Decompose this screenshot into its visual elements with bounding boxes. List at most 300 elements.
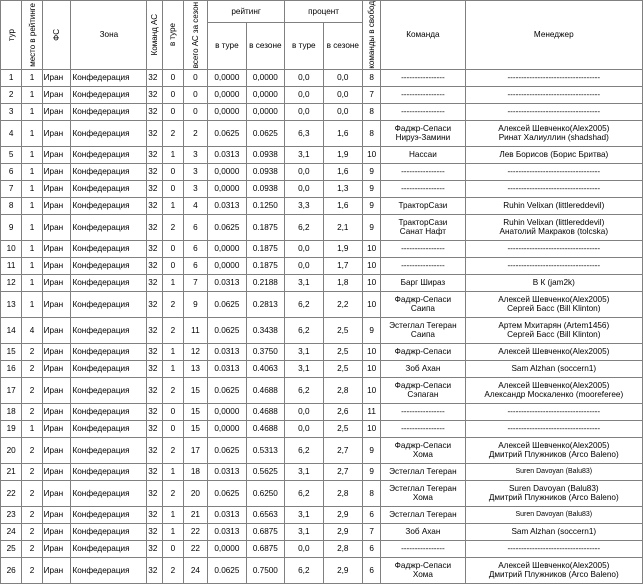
header-team: Команда [381, 1, 465, 70]
rating-tour-cell: 0,0000 [208, 163, 246, 180]
percent-tour-cell: 0,0 [285, 69, 323, 86]
tour-cell: 25 [1, 540, 22, 557]
manager-name: Дмитрий Плужников (Arco Baleno) [488, 450, 619, 460]
fs-cell: Иран [42, 163, 71, 180]
table-row [1, 540, 643, 557]
fs-cell: Иран [42, 120, 71, 146]
manager-cell [465, 86, 642, 103]
team-name: Хома [412, 450, 433, 460]
manager-name: Ruhin Velixan (littlereddevil) [503, 200, 605, 210]
total-cell: 9 [183, 291, 208, 317]
manager-cell [465, 523, 642, 540]
manager-cell [465, 120, 642, 146]
table-row [1, 523, 643, 540]
rating-tour-cell: 0,0000 [208, 69, 246, 86]
rating-season-cell: 0.3438 [246, 317, 284, 343]
percent-season-cell: 2,5 [323, 420, 363, 437]
team-name: ТракторСази [398, 217, 448, 227]
fs-cell: Иран [42, 360, 71, 377]
free-teams-cell: 8 [363, 103, 381, 120]
fs-cell: Иран [42, 420, 71, 437]
zone-cell: Конфедерация [71, 240, 147, 257]
rating-tour-cell: 0,0000 [208, 540, 246, 557]
percent-season-cell: 1,7 [323, 257, 363, 274]
manager-cell [465, 257, 642, 274]
total-cell: 11 [183, 317, 208, 343]
manager-cell [465, 317, 642, 343]
tour-cell: 7 [1, 180, 22, 197]
manager-cell [465, 557, 642, 583]
total-cell: 7 [183, 274, 208, 291]
place-cell: 1 [22, 103, 42, 120]
team-name: Фаджр-Сепаси [394, 123, 452, 133]
rating-tour-cell: 0.0313 [208, 343, 246, 360]
tour-cell: 9 [1, 214, 22, 240]
team-cell [381, 523, 465, 540]
rating-season-cell: 0.0625 [246, 120, 284, 146]
fs-cell: Иран [42, 480, 71, 506]
in-tour-cell: 1 [163, 343, 183, 360]
rating-season-cell: 0.2188 [246, 274, 284, 291]
manager-name: Suren Davoyan (Balu83) [515, 510, 593, 518]
manager-cell [465, 463, 642, 480]
tour-cell: 14 [1, 317, 22, 343]
manager-name: Лев Борисов (Борис Бритва) [499, 149, 609, 159]
team-name: Сэпаган [407, 390, 439, 400]
manager-cell [465, 274, 642, 291]
percent-season-cell: 2,9 [323, 506, 363, 523]
zone-cell: Конфедерация [71, 180, 147, 197]
manager-cell [465, 420, 642, 437]
teams-cell: 32 [147, 69, 163, 86]
manager-cell [465, 377, 642, 403]
manager-cell [465, 540, 642, 557]
zone-cell: Конфедерация [71, 557, 147, 583]
header-percent-tour: в туре [285, 23, 323, 69]
manager-cell [465, 214, 642, 240]
percent-season-cell: 2,7 [323, 463, 363, 480]
percent-tour-cell: 6,2 [285, 291, 323, 317]
fs-cell: Иран [42, 437, 71, 463]
team-name: Эстеглал Тегеран [389, 483, 457, 493]
rating-season-cell: 0.0938 [246, 146, 284, 163]
team-cell [381, 463, 465, 480]
rating-tour-cell: 0.0313 [208, 506, 246, 523]
fs-cell: Иран [42, 540, 71, 557]
percent-tour-cell: 3,3 [285, 197, 323, 214]
free-teams-cell: 10 [363, 257, 381, 274]
place-cell: 1 [22, 197, 42, 214]
team-name: ---------------- [401, 243, 445, 253]
place-cell: 2 [22, 343, 42, 360]
zone-cell: Конфедерация [71, 120, 147, 146]
tour-cell: 2 [1, 86, 22, 103]
manager-cell [465, 360, 642, 377]
percent-season-cell: 2,9 [323, 557, 363, 583]
percent-tour-cell: 3,1 [285, 146, 323, 163]
table-row [1, 214, 643, 240]
zone-cell: Конфедерация [71, 377, 147, 403]
manager-cell [465, 69, 642, 86]
place-cell: 1 [22, 163, 42, 180]
percent-tour-cell: 0,0 [285, 103, 323, 120]
team-cell [381, 274, 465, 291]
rating-season-cell: 0,0000 [246, 103, 284, 120]
table-row [1, 257, 643, 274]
rating-season-cell: 0.1875 [246, 214, 284, 240]
zone-cell: Конфедерация [71, 403, 147, 420]
free-teams-cell: 7 [363, 86, 381, 103]
percent-season-cell: 2,8 [323, 540, 363, 557]
zone-cell: Конфедерация [71, 257, 147, 274]
rating-season-cell: 0.3750 [246, 343, 284, 360]
tour-cell: 19 [1, 420, 22, 437]
table-row [1, 291, 643, 317]
team-cell [381, 437, 465, 463]
percent-tour-cell: 0,0 [285, 257, 323, 274]
total-cell: 0 [183, 103, 208, 120]
zone-cell: Конфедерация [71, 360, 147, 377]
in-tour-cell: 1 [163, 360, 183, 377]
fs-cell: Иран [42, 103, 71, 120]
header-teams-ac: Команд АС [147, 1, 163, 70]
percent-season-cell: 2,8 [323, 480, 363, 506]
zone-cell: Конфедерация [71, 343, 147, 360]
total-cell: 22 [183, 523, 208, 540]
total-cell: 15 [183, 403, 208, 420]
free-teams-cell: 6 [363, 540, 381, 557]
team-name: ---------------- [401, 406, 445, 416]
percent-season-cell: 1,6 [323, 120, 363, 146]
rating-tour-cell: 0,0000 [208, 180, 246, 197]
tour-cell: 26 [1, 557, 22, 583]
fs-cell: Иран [42, 257, 71, 274]
rating-tour-cell: 0.0625 [208, 480, 246, 506]
place-cell: 2 [22, 480, 42, 506]
manager-name: ---------------------------------- [507, 106, 601, 116]
free-teams-cell: 9 [363, 437, 381, 463]
manager-name: Алексей Шевченко(Alex2005) [498, 294, 610, 304]
teams-cell: 32 [147, 197, 163, 214]
manager-name: Сергей Басс (Bill Klinton) [507, 330, 601, 340]
rating-season-cell: 0.6875 [246, 523, 284, 540]
team-name: Фаджр-Сепаси [394, 560, 452, 570]
total-cell: 6 [183, 257, 208, 274]
team-cell [381, 86, 465, 103]
zone-cell: Конфедерация [71, 291, 147, 317]
rating-season-cell: 0.0938 [246, 163, 284, 180]
team-name: ---------------- [401, 423, 445, 433]
rating-tour-cell: 0,0000 [208, 257, 246, 274]
in-tour-cell: 0 [163, 420, 183, 437]
teams-cell: 32 [147, 257, 163, 274]
teams-cell: 32 [147, 120, 163, 146]
in-tour-cell: 2 [163, 214, 183, 240]
team-name: ---------------- [401, 260, 445, 270]
teams-cell: 32 [147, 557, 163, 583]
total-cell: 17 [183, 437, 208, 463]
table-row [1, 437, 643, 463]
manager-cell [465, 146, 642, 163]
zone-cell: Конфедерация [71, 420, 147, 437]
percent-tour-cell: 6,2 [285, 317, 323, 343]
tour-cell: 12 [1, 274, 22, 291]
percent-season-cell: 1,6 [323, 197, 363, 214]
fs-cell: Иран [42, 86, 71, 103]
rating-season-cell: 0.5313 [246, 437, 284, 463]
fs-cell: Иран [42, 69, 71, 86]
rating-tour-cell: 0.0625 [208, 120, 246, 146]
header-rating: рейтинг [208, 1, 285, 23]
percent-tour-cell: 6,2 [285, 437, 323, 463]
teams-cell: 32 [147, 146, 163, 163]
rating-season-cell: 0.1875 [246, 257, 284, 274]
teams-cell: 32 [147, 103, 163, 120]
manager-name: Алексей Шевченко(Alex2005) [498, 440, 610, 450]
percent-season-cell: 2,5 [323, 317, 363, 343]
tour-cell: 17 [1, 377, 22, 403]
zone-cell: Конфедерация [71, 214, 147, 240]
team-name: Хома [412, 570, 433, 580]
free-teams-cell: 6 [363, 506, 381, 523]
team-name: Зоб Ахан [405, 363, 441, 373]
manager-cell [465, 197, 642, 214]
percent-season-cell: 1,8 [323, 274, 363, 291]
free-teams-cell: 8 [363, 120, 381, 146]
percent-tour-cell: 3,1 [285, 343, 323, 360]
header-zone: Зона [71, 1, 147, 70]
rating-season-cell: 0.6250 [246, 480, 284, 506]
header-percent: процент [285, 1, 363, 23]
table-row [1, 180, 643, 197]
total-cell: 0 [183, 69, 208, 86]
tour-cell: 6 [1, 163, 22, 180]
rating-tour-cell: 0.0625 [208, 291, 246, 317]
percent-tour-cell: 3,1 [285, 506, 323, 523]
teams-cell: 32 [147, 291, 163, 317]
manager-name: Сергей Басс (Bill Klinton) [507, 304, 601, 314]
in-tour-cell: 0 [163, 403, 183, 420]
total-cell: 24 [183, 557, 208, 583]
rating-season-cell: 0.4688 [246, 403, 284, 420]
team-cell [381, 214, 465, 240]
teams-cell: 32 [147, 403, 163, 420]
rating-season-cell: 0.5625 [246, 463, 284, 480]
fs-cell: Иран [42, 317, 71, 343]
team-cell [381, 120, 465, 146]
rating-tour-cell: 0,0000 [208, 420, 246, 437]
table-body [1, 69, 643, 583]
team-cell [381, 317, 465, 343]
percent-tour-cell: 0,0 [285, 86, 323, 103]
team-cell [381, 197, 465, 214]
percent-season-cell: 1,6 [323, 163, 363, 180]
rating-season-cell: 0.6563 [246, 506, 284, 523]
rating-tour-cell: 0,0000 [208, 403, 246, 420]
fs-cell: Иран [42, 506, 71, 523]
manager-name: Алексей Шевченко(Alex2005) [498, 380, 610, 390]
header-rating-season: в сезоне [246, 23, 284, 69]
place-cell: 1 [22, 274, 42, 291]
team-cell [381, 540, 465, 557]
total-cell: 15 [183, 420, 208, 437]
free-teams-cell: 10 [363, 343, 381, 360]
place-cell: 1 [22, 180, 42, 197]
percent-season-cell: 0,0 [323, 69, 363, 86]
manager-name: Дмитрий Плужников (Arco Baleno) [488, 493, 619, 503]
place-cell: 1 [22, 291, 42, 317]
manager-cell [465, 240, 642, 257]
zone-cell: Конфедерация [71, 506, 147, 523]
place-cell: 2 [22, 506, 42, 523]
percent-tour-cell: 0,0 [285, 403, 323, 420]
place-cell: 1 [22, 69, 42, 86]
in-tour-cell: 1 [163, 523, 183, 540]
team-name: Санат Нафт [399, 227, 447, 237]
team-cell [381, 240, 465, 257]
table-row [1, 197, 643, 214]
percent-tour-cell: 6,2 [285, 480, 323, 506]
manager-name: Дмитрий Плужников (Arco Baleno) [488, 570, 619, 580]
team-cell [381, 163, 465, 180]
total-cell: 3 [183, 163, 208, 180]
in-tour-cell: 2 [163, 557, 183, 583]
percent-season-cell: 2,7 [323, 437, 363, 463]
manager-name: Sam Alzhan (soccern1) [511, 363, 597, 373]
tour-cell: 3 [1, 103, 22, 120]
table-row [1, 69, 643, 86]
teams-cell: 32 [147, 240, 163, 257]
percent-tour-cell: 0,0 [285, 163, 323, 180]
free-teams-cell: 6 [363, 557, 381, 583]
header-rating-tour: в туре [208, 23, 246, 69]
team-cell [381, 69, 465, 86]
rating-season-cell: 0.0938 [246, 180, 284, 197]
place-cell: 2 [22, 463, 42, 480]
percent-season-cell: 1,3 [323, 180, 363, 197]
in-tour-cell: 0 [163, 103, 183, 120]
rating-tour-cell: 0.0313 [208, 523, 246, 540]
rating-season-cell: 0,0000 [246, 69, 284, 86]
percent-season-cell: 1,9 [323, 146, 363, 163]
header-place: место в рейтинге [22, 1, 42, 70]
manager-name: Ruhin Velixan (littlereddevil) [503, 217, 605, 227]
place-cell: 1 [22, 214, 42, 240]
place-cell: 1 [22, 257, 42, 274]
team-cell [381, 257, 465, 274]
manager-name: ---------------------------------- [507, 543, 601, 553]
team-cell [381, 480, 465, 506]
table-row [1, 420, 643, 437]
teams-cell: 32 [147, 360, 163, 377]
manager-name: ---------------------------------- [507, 406, 601, 416]
team-name: Фаджр-Сепаси [394, 440, 452, 450]
in-tour-cell: 2 [163, 317, 183, 343]
manager-cell [465, 180, 642, 197]
manager-cell [465, 103, 642, 120]
teams-cell: 32 [147, 214, 163, 240]
manager-cell [465, 163, 642, 180]
free-teams-cell: 11 [363, 403, 381, 420]
team-name: Саипа [410, 304, 435, 314]
team-name: ---------------- [401, 106, 445, 116]
percent-season-cell: 2,2 [323, 291, 363, 317]
manager-cell [465, 480, 642, 506]
total-cell: 4 [183, 197, 208, 214]
zone-cell: Конфедерация [71, 463, 147, 480]
percent-tour-cell: 3,1 [285, 463, 323, 480]
zone-cell: Конфедерация [71, 86, 147, 103]
teams-cell: 32 [147, 343, 163, 360]
rating-season-cell: 0.7500 [246, 557, 284, 583]
manager-name: Suren Davoyan (Balu83) [515, 467, 593, 475]
table-row [1, 120, 643, 146]
teams-cell: 32 [147, 163, 163, 180]
table-row [1, 103, 643, 120]
total-cell: 20 [183, 480, 208, 506]
teams-cell: 32 [147, 274, 163, 291]
zone-cell: Конфедерация [71, 103, 147, 120]
manager-name: ---------------------------------- [507, 260, 601, 270]
place-cell: 2 [22, 377, 42, 403]
team-cell [381, 146, 465, 163]
rating-tour-cell: 0.0313 [208, 360, 246, 377]
tour-cell: 23 [1, 506, 22, 523]
team-name: ---------------- [401, 183, 445, 193]
header-tour: тур [1, 1, 22, 70]
percent-tour-cell: 0,0 [285, 420, 323, 437]
in-tour-cell: 1 [163, 197, 183, 214]
tour-cell: 8 [1, 197, 22, 214]
team-name: Эстеглал Тегеран [389, 320, 457, 330]
tour-cell: 10 [1, 240, 22, 257]
table-row [1, 343, 643, 360]
manager-name: Александр Москаленко (mooreferee) [484, 390, 624, 400]
in-tour-cell: 2 [163, 437, 183, 463]
table-row [1, 274, 643, 291]
free-teams-cell: 9 [363, 317, 381, 343]
tour-cell: 21 [1, 463, 22, 480]
teams-cell: 32 [147, 463, 163, 480]
percent-season-cell: 1,9 [323, 240, 363, 257]
free-teams-cell: 9 [363, 197, 381, 214]
team-name: Фаджр-Сепаси [394, 346, 452, 356]
total-cell: 0 [183, 86, 208, 103]
header-in-tour: в туре [163, 1, 183, 70]
in-tour-cell: 0 [163, 69, 183, 86]
in-tour-cell: 0 [163, 540, 183, 557]
team-name: Зоб Ахан [405, 526, 441, 536]
total-cell: 2 [183, 120, 208, 146]
percent-tour-cell: 3,1 [285, 274, 323, 291]
header-fs: ФС [42, 1, 71, 70]
manager-cell [465, 403, 642, 420]
team-name: Фаджр-Сепаси [394, 380, 452, 390]
in-tour-cell: 0 [163, 257, 183, 274]
rating-tour-cell: 0,0000 [208, 103, 246, 120]
rating-season-cell: 0.6875 [246, 540, 284, 557]
rating-tour-cell: 0.0625 [208, 437, 246, 463]
teams-cell: 32 [147, 180, 163, 197]
place-cell: 2 [22, 437, 42, 463]
teams-cell: 32 [147, 480, 163, 506]
free-teams-cell: 9 [363, 163, 381, 180]
tour-cell: 1 [1, 69, 22, 86]
header-free-teams: команды в свобод [363, 1, 381, 70]
in-tour-cell: 1 [163, 146, 183, 163]
team-name: Фаджр-Сепаси [394, 294, 452, 304]
manager-name: ---------------------------------- [507, 183, 601, 193]
